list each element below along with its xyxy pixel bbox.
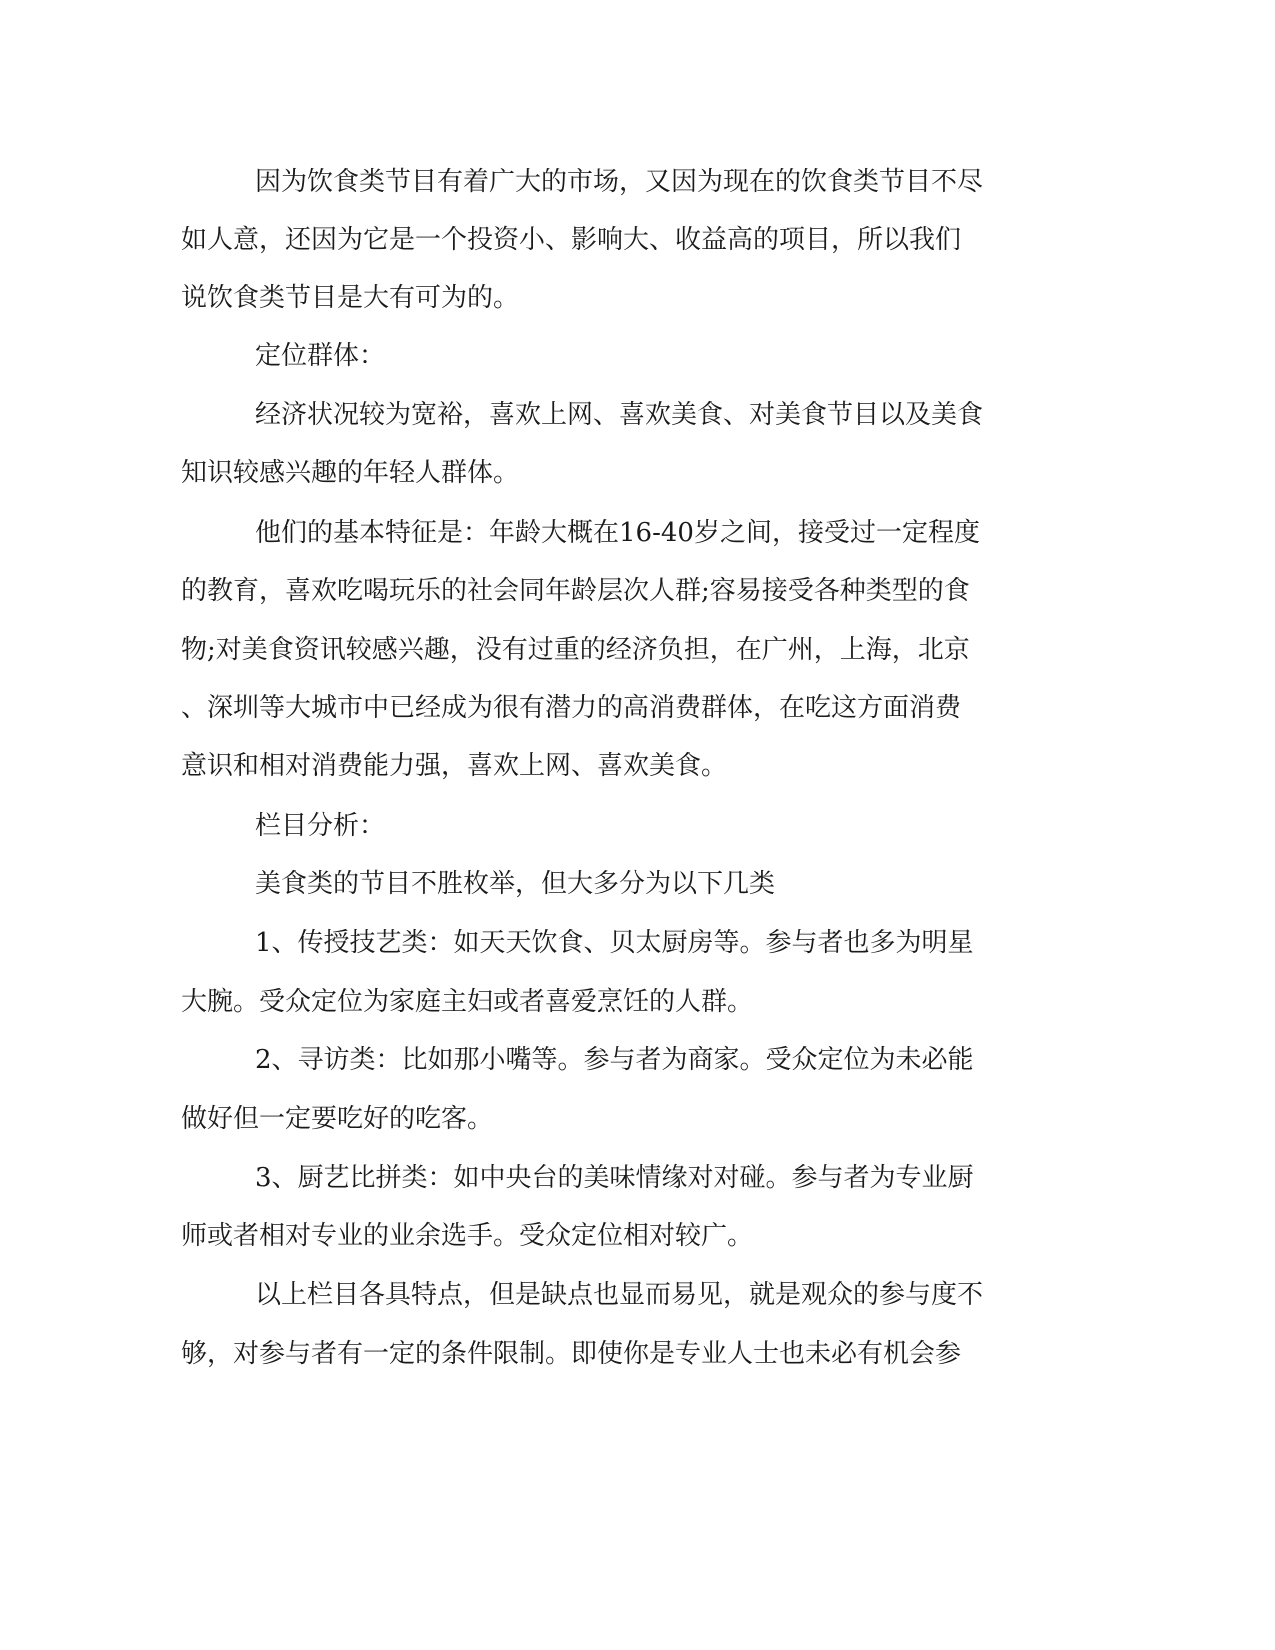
text-line: 他们的基本特征是：年龄大概在16-40岁之间，接受过一定程度 — [255, 518, 980, 548]
list-item: 2、寻访类：比如那小嘴等。参与者为商家。受众定位为未必能 — [255, 1045, 974, 1075]
text-line: 如人意，还因为它是一个投资小、影响大、收益高的项目，所以我们 — [181, 225, 962, 255]
text-line: 物;对美食资讯较感兴趣，没有过重的经济负担，在广州，上海，北京 — [181, 635, 970, 665]
text-line: 的教育，喜欢吃喝玩乐的社会同年龄层次人群;容易接受各种类型的食 — [181, 576, 970, 606]
text-line: 因为饮食类节目有着广大的市场，又因为现在的饮食类节目不尽 — [255, 167, 984, 197]
text-line: 知识较感兴趣的年轻人群体。 — [181, 458, 520, 488]
section-heading: 栏目分析： — [255, 811, 386, 841]
list-item: 1、传授技艺类：如天天饮食、贝太厨房等。参与者也多为明星 — [255, 928, 974, 958]
text-line: 美食类的节目不胜枚举，但大多分为以下几类 — [255, 869, 776, 899]
list-item: 3、厨艺比拼类：如中央台的美味情缘对对碰。参与者为专业厨 — [255, 1163, 974, 1193]
text-line: 以上栏目各具特点，但是缺点也显而易见，就是观众的参与度不 — [255, 1280, 984, 1310]
text-line: 大腕。受众定位为家庭主妇或者喜爱烹饪的人群。 — [181, 987, 754, 1017]
section-heading: 定位群体： — [255, 341, 386, 371]
text-line: 经济状况较为宽裕，喜欢上网、喜欢美食、对美食节目以及美食 — [255, 400, 984, 430]
text-line: 意识和相对消费能力强，喜欢上网、喜欢美食。 — [181, 751, 728, 781]
text-line: 、深圳等大城市中已经成为很有潜力的高消费群体，在吃这方面消费 — [181, 693, 962, 723]
text-line: 师或者相对专业的业余选手。受众定位相对较广。 — [181, 1221, 754, 1251]
text-line: 够，对参与者有一定的条件限制。即使你是专业人士也未必有机会参 — [181, 1339, 962, 1369]
text-line: 说饮食类节目是大有可为的。 — [181, 283, 520, 313]
text-line: 做好但一定要吃好的吃客。 — [181, 1104, 494, 1134]
